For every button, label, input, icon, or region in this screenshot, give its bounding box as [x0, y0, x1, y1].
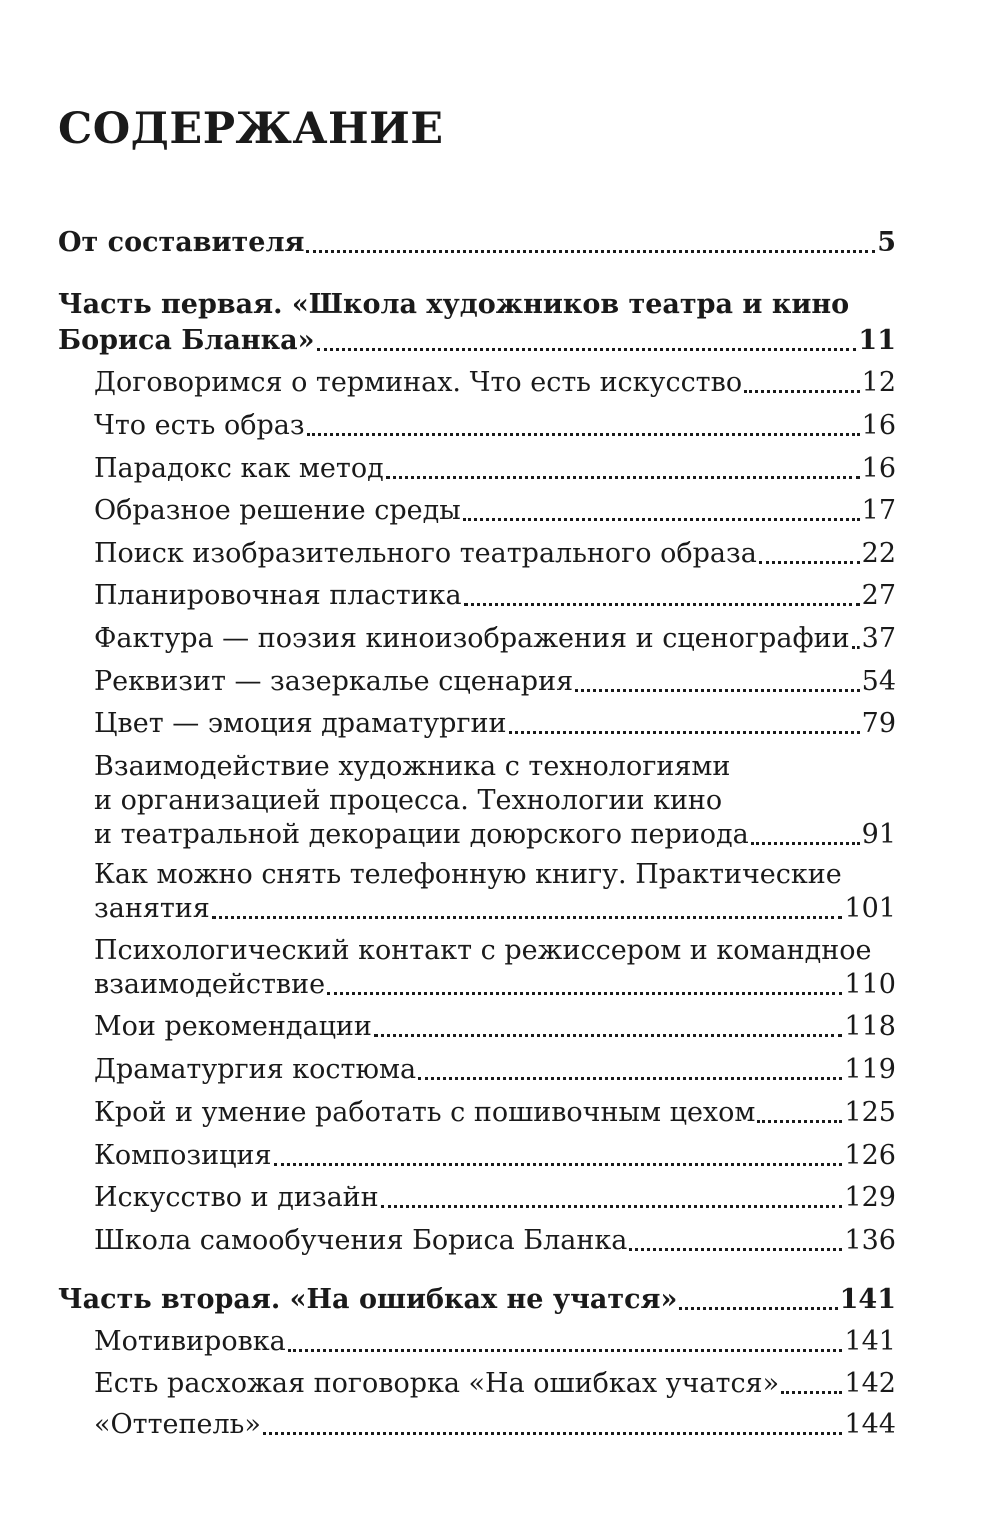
toc-entry-page: 110 [844, 969, 896, 1000]
toc-entry[interactable] [94, 1010, 896, 1044]
page-title: СОДЕРЖАНИЕ [58, 104, 444, 154]
toc-entry[interactable] [94, 968, 896, 1002]
leader-dots [757, 1120, 842, 1123]
toc-entry-page: 5 [877, 227, 896, 258]
toc-entry-page: 101 [844, 893, 896, 924]
toc-entry-title: Образное решение среды [94, 495, 461, 526]
toc-entry[interactable] [94, 537, 896, 571]
toc-entry[interactable] [94, 366, 896, 400]
toc-entry-page: 11 [858, 325, 896, 356]
toc-entry-page: 37 [861, 623, 896, 654]
leader-dots [374, 1034, 843, 1037]
toc-entry[interactable] [94, 1224, 896, 1258]
leader-dots [509, 731, 860, 734]
leader-dots [759, 561, 860, 564]
leader-dots [852, 646, 860, 649]
leader-dots [575, 689, 860, 692]
toc-entry-title: взаимодействие [94, 969, 326, 1000]
toc-entry-page: 142 [844, 1368, 896, 1399]
leader-dots [781, 1391, 842, 1394]
toc-entry-title: Планировочная пластика [94, 580, 462, 611]
toc-entry[interactable] [94, 1139, 896, 1173]
toc-entry-page: 126 [844, 1140, 896, 1171]
toc-entry-line: Взаимодействие художника с технологиями [94, 751, 731, 782]
toc-entry-title: занятия [94, 893, 210, 924]
leader-dots [751, 842, 860, 845]
toc-entry-page: 16 [861, 453, 896, 484]
toc-entry-page: 125 [844, 1097, 896, 1128]
toc-entry-page: 129 [844, 1182, 896, 1213]
toc-entry-page: 17 [861, 495, 896, 526]
toc-entry[interactable] [94, 1325, 896, 1359]
leader-dots [381, 1205, 843, 1208]
leader-dots [288, 1349, 843, 1352]
toc-entry-page: 16 [861, 410, 896, 441]
leader-dots [386, 476, 860, 479]
leader-dots [327, 992, 842, 995]
toc-entry-title: Есть расхожая поговорка «На ошибках учатся» [94, 1368, 780, 1399]
toc-entry-title: Фактура — поэзия киноизображения и сценографии [94, 623, 850, 654]
toc-entry[interactable] [94, 579, 896, 613]
toc-entry-title: Бориса Бланка» [58, 325, 315, 356]
toc-entry[interactable] [94, 494, 896, 528]
toc-entry-page: 12 [861, 367, 896, 398]
toc-entry-line: Психологический контакт с режиссером и командное [94, 935, 872, 966]
toc-entry-title: «Оттепель» [94, 1409, 261, 1440]
leader-dots [263, 1432, 843, 1435]
toc-entry[interactable] [58, 226, 896, 260]
toc-entry-title: Композиция [94, 1140, 272, 1171]
leader-dots [464, 603, 860, 606]
toc-entry-title: Мои рекомендации [94, 1011, 372, 1042]
leader-dots [679, 1307, 837, 1310]
toc-entry-line: и организацией процесса. Технологии кино [94, 785, 723, 816]
leader-dots [418, 1077, 842, 1080]
toc-entry-page: 79 [861, 708, 896, 739]
toc-entry-title: Что есть образ [94, 410, 305, 441]
toc-entry-page: 91 [861, 819, 896, 850]
toc-entry[interactable] [94, 1181, 896, 1215]
toc-entry-line: Как можно снять телефонную книгу. Практические [94, 859, 842, 890]
leader-dots [274, 1163, 843, 1166]
toc-entry-page: 27 [861, 580, 896, 611]
toc-entry[interactable] [94, 1053, 896, 1087]
toc-entry-title: От составителя [58, 227, 305, 258]
toc-entry-title: Поиск изобразительного театрального образа [94, 538, 757, 569]
toc-entry[interactable] [58, 324, 896, 358]
toc-entry-page: 144 [844, 1409, 896, 1440]
toc-entry[interactable] [94, 1096, 896, 1130]
toc-entry-title: Искусство и дизайн [94, 1182, 379, 1213]
toc-entry-title: Драматургия костюма [94, 1054, 417, 1085]
toc-entry[interactable] [94, 818, 896, 852]
toc-entry[interactable] [58, 1283, 896, 1317]
leader-dots [212, 916, 843, 919]
toc-entry-page: 118 [844, 1011, 896, 1042]
toc-entry-title: Школа самообучения Бориса Бланка [94, 1225, 628, 1256]
toc-entry-title: Реквизит — зазеркалье сценария [94, 666, 574, 697]
toc-entry-title: Часть вторая. «На ошибках не учатся» [58, 1284, 678, 1315]
leader-dots [744, 390, 860, 393]
toc-entry-title: и театральной декорации доюрского периода [94, 819, 749, 850]
toc-entry[interactable] [94, 707, 896, 741]
toc-entry[interactable] [94, 1408, 896, 1442]
toc-entry[interactable] [94, 665, 896, 699]
toc-entry[interactable] [94, 409, 896, 443]
toc-entry[interactable] [94, 452, 896, 486]
toc-entry-title: Договоримся о терминах. Что есть искусство [94, 367, 743, 398]
leader-dots [306, 250, 875, 253]
leader-dots [317, 348, 857, 351]
toc-entry-page: 119 [844, 1054, 896, 1085]
toc-entry-page: 141 [839, 1284, 896, 1315]
leader-dots [307, 433, 860, 436]
toc-entry-title: Парадокс как метод [94, 453, 384, 484]
toc-entry-line: Часть первая. «Школа художников театра и кино [58, 289, 850, 320]
leader-dots [463, 518, 860, 521]
toc-entry-page: 54 [861, 666, 896, 697]
toc-entry[interactable] [94, 892, 896, 926]
toc-entry-page: 136 [844, 1225, 896, 1256]
toc-entry[interactable] [94, 622, 896, 656]
leader-dots [629, 1248, 842, 1251]
toc-entry-page: 141 [844, 1326, 896, 1357]
toc-entry-title: Мотивировка [94, 1326, 286, 1357]
toc-entry-title: Крой и умение работать с пошивочным цехом [94, 1097, 756, 1128]
toc-entry-title: Цвет — эмоция драматургии [94, 708, 507, 739]
toc-entry-page: 22 [861, 538, 896, 569]
toc-entry[interactable] [94, 1367, 896, 1401]
